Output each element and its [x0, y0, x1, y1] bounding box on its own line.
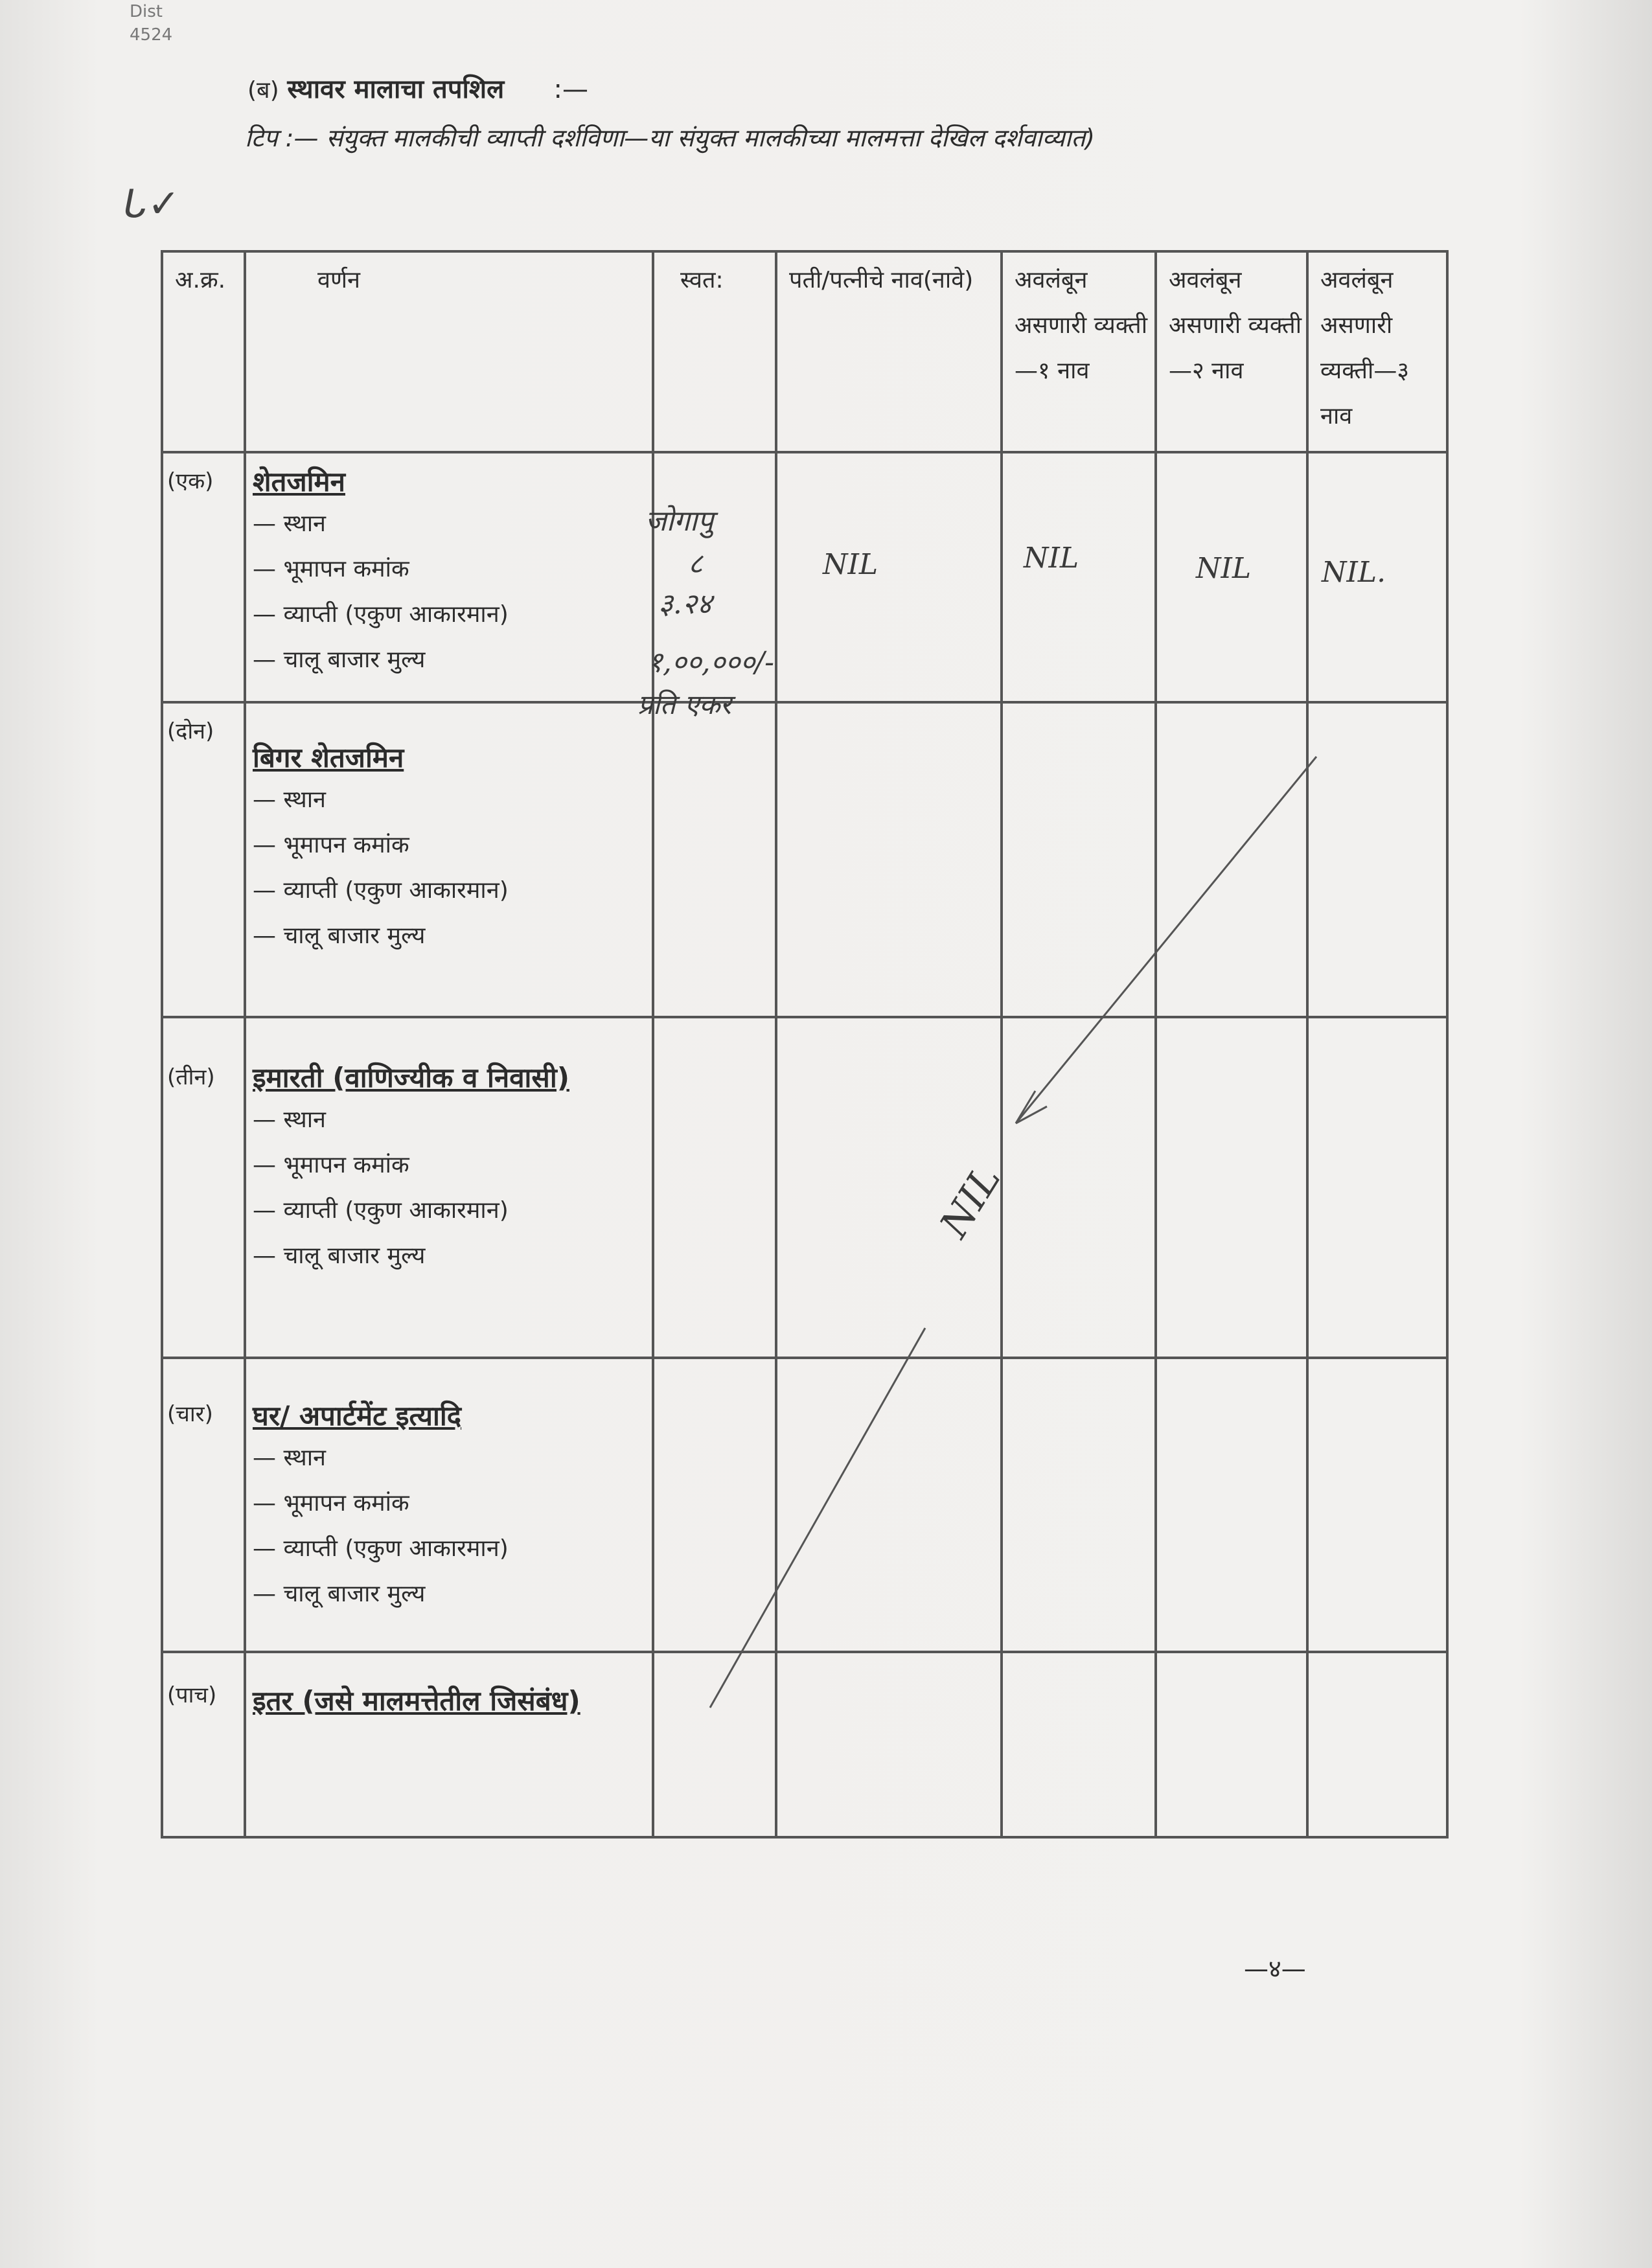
item-value: — चालू बाजार मुल्य	[253, 1581, 426, 1607]
handwritten-dep1-nil: NIL	[1024, 542, 1079, 575]
section-number: (पाच)	[162, 1652, 245, 1837]
section-number: (एक)	[162, 452, 245, 702]
handwritten-location: जोगापु	[645, 505, 714, 538]
heading-title: स्थावर मालाचा तपशिल	[287, 74, 505, 104]
stamp-line-1: Dist	[130, 2, 163, 21]
diagonal-line-upper	[1016, 757, 1316, 1123]
header-spouse: पती/पत्नीचे नाव(नावे)	[776, 251, 1002, 452]
header-desc: वर्णन	[245, 251, 653, 452]
heading-dash: :—	[553, 74, 589, 104]
handwritten-survey: ८	[688, 547, 703, 580]
stamp-line-2: 4524	[130, 25, 173, 45]
handwritten-value-unit: प्रति एकर	[637, 689, 731, 720]
handwritten-spouse-nil: NIL	[823, 548, 878, 581]
diagonal-line-lower	[710, 1328, 925, 1708]
section-number: (दोन)	[162, 702, 245, 1017]
section-number: (तीन)	[162, 1017, 245, 1358]
handwritten-dep3-nil: NIL.	[1322, 556, 1386, 589]
item-value: — चालू बाजार मुल्य	[253, 647, 426, 673]
header-dep2: अवलंबून असणारी व्यक्ती—२ नाव	[1156, 251, 1307, 452]
handwritten-value: १,००,०००/-	[648, 646, 774, 679]
header-self: स्वत:	[653, 251, 776, 452]
section-title: इमारती (वाणिज्यीक व निवासी)	[253, 1062, 569, 1094]
item-location: — स्थान	[253, 786, 327, 813]
header-dep1: अवलंबून असणारी व्यक्ती—१ नाव	[1002, 251, 1156, 452]
item-location: — स्थान	[253, 510, 327, 537]
header-dep3: अवलंबून असणारी व्यक्ती—३ नाव	[1307, 251, 1447, 452]
note-text: टिप :— संयुक्त मालकीची व्याप्ती दर्शविणा—या संयुक्त मालकीच्या मालमत्ता देखिल दर्शवाव्यात)	[245, 124, 1095, 152]
section-title: घर/ अपार्टमेंट इत्यादि	[253, 1400, 462, 1432]
heading-label: (ब)	[247, 77, 279, 104]
section-title: इतर (जसे मालमत्तेतील जिसंबंध)	[253, 1685, 580, 1717]
checkmark-icon: ᒐ✓	[123, 181, 180, 227]
item-survey: — भूमापन कमांक	[253, 556, 409, 582]
item-area: — व्याप्ती (एकुण आकारमान)	[253, 1197, 509, 1224]
item-value: — चालू बाजार मुल्य	[253, 1243, 426, 1269]
item-location: — स्थान	[253, 1445, 327, 1471]
handwritten-diagonal-nil: NIL	[931, 1158, 1010, 1246]
item-area: — व्याप्ती (एकुण आकारमान)	[253, 1535, 509, 1562]
section-title: बिगर शेतजमिन	[253, 742, 404, 773]
section-number: (चार)	[162, 1358, 245, 1652]
item-location: — स्थान	[253, 1106, 327, 1133]
handwritten-area: ३.२४	[658, 588, 712, 621]
item-survey: — भूमापन कमांक	[253, 832, 409, 858]
item-value: — चालू बाजार मुल्य	[253, 922, 426, 949]
item-survey: — भूमापन कमांक	[253, 1490, 409, 1517]
header-sr: अ.क्र.	[162, 251, 245, 452]
item-area: — व्याप्ती (एकुण आकारमान)	[253, 877, 509, 904]
section-title: शेतजमिन	[253, 466, 345, 498]
item-survey: — भूमापन कमांक	[253, 1152, 409, 1178]
handwritten-dep2-nil: NIL	[1196, 552, 1252, 585]
item-area: — व्याप्ती (एकुण आकारमान)	[253, 601, 509, 628]
page-number: —४—	[1244, 1954, 1306, 1983]
